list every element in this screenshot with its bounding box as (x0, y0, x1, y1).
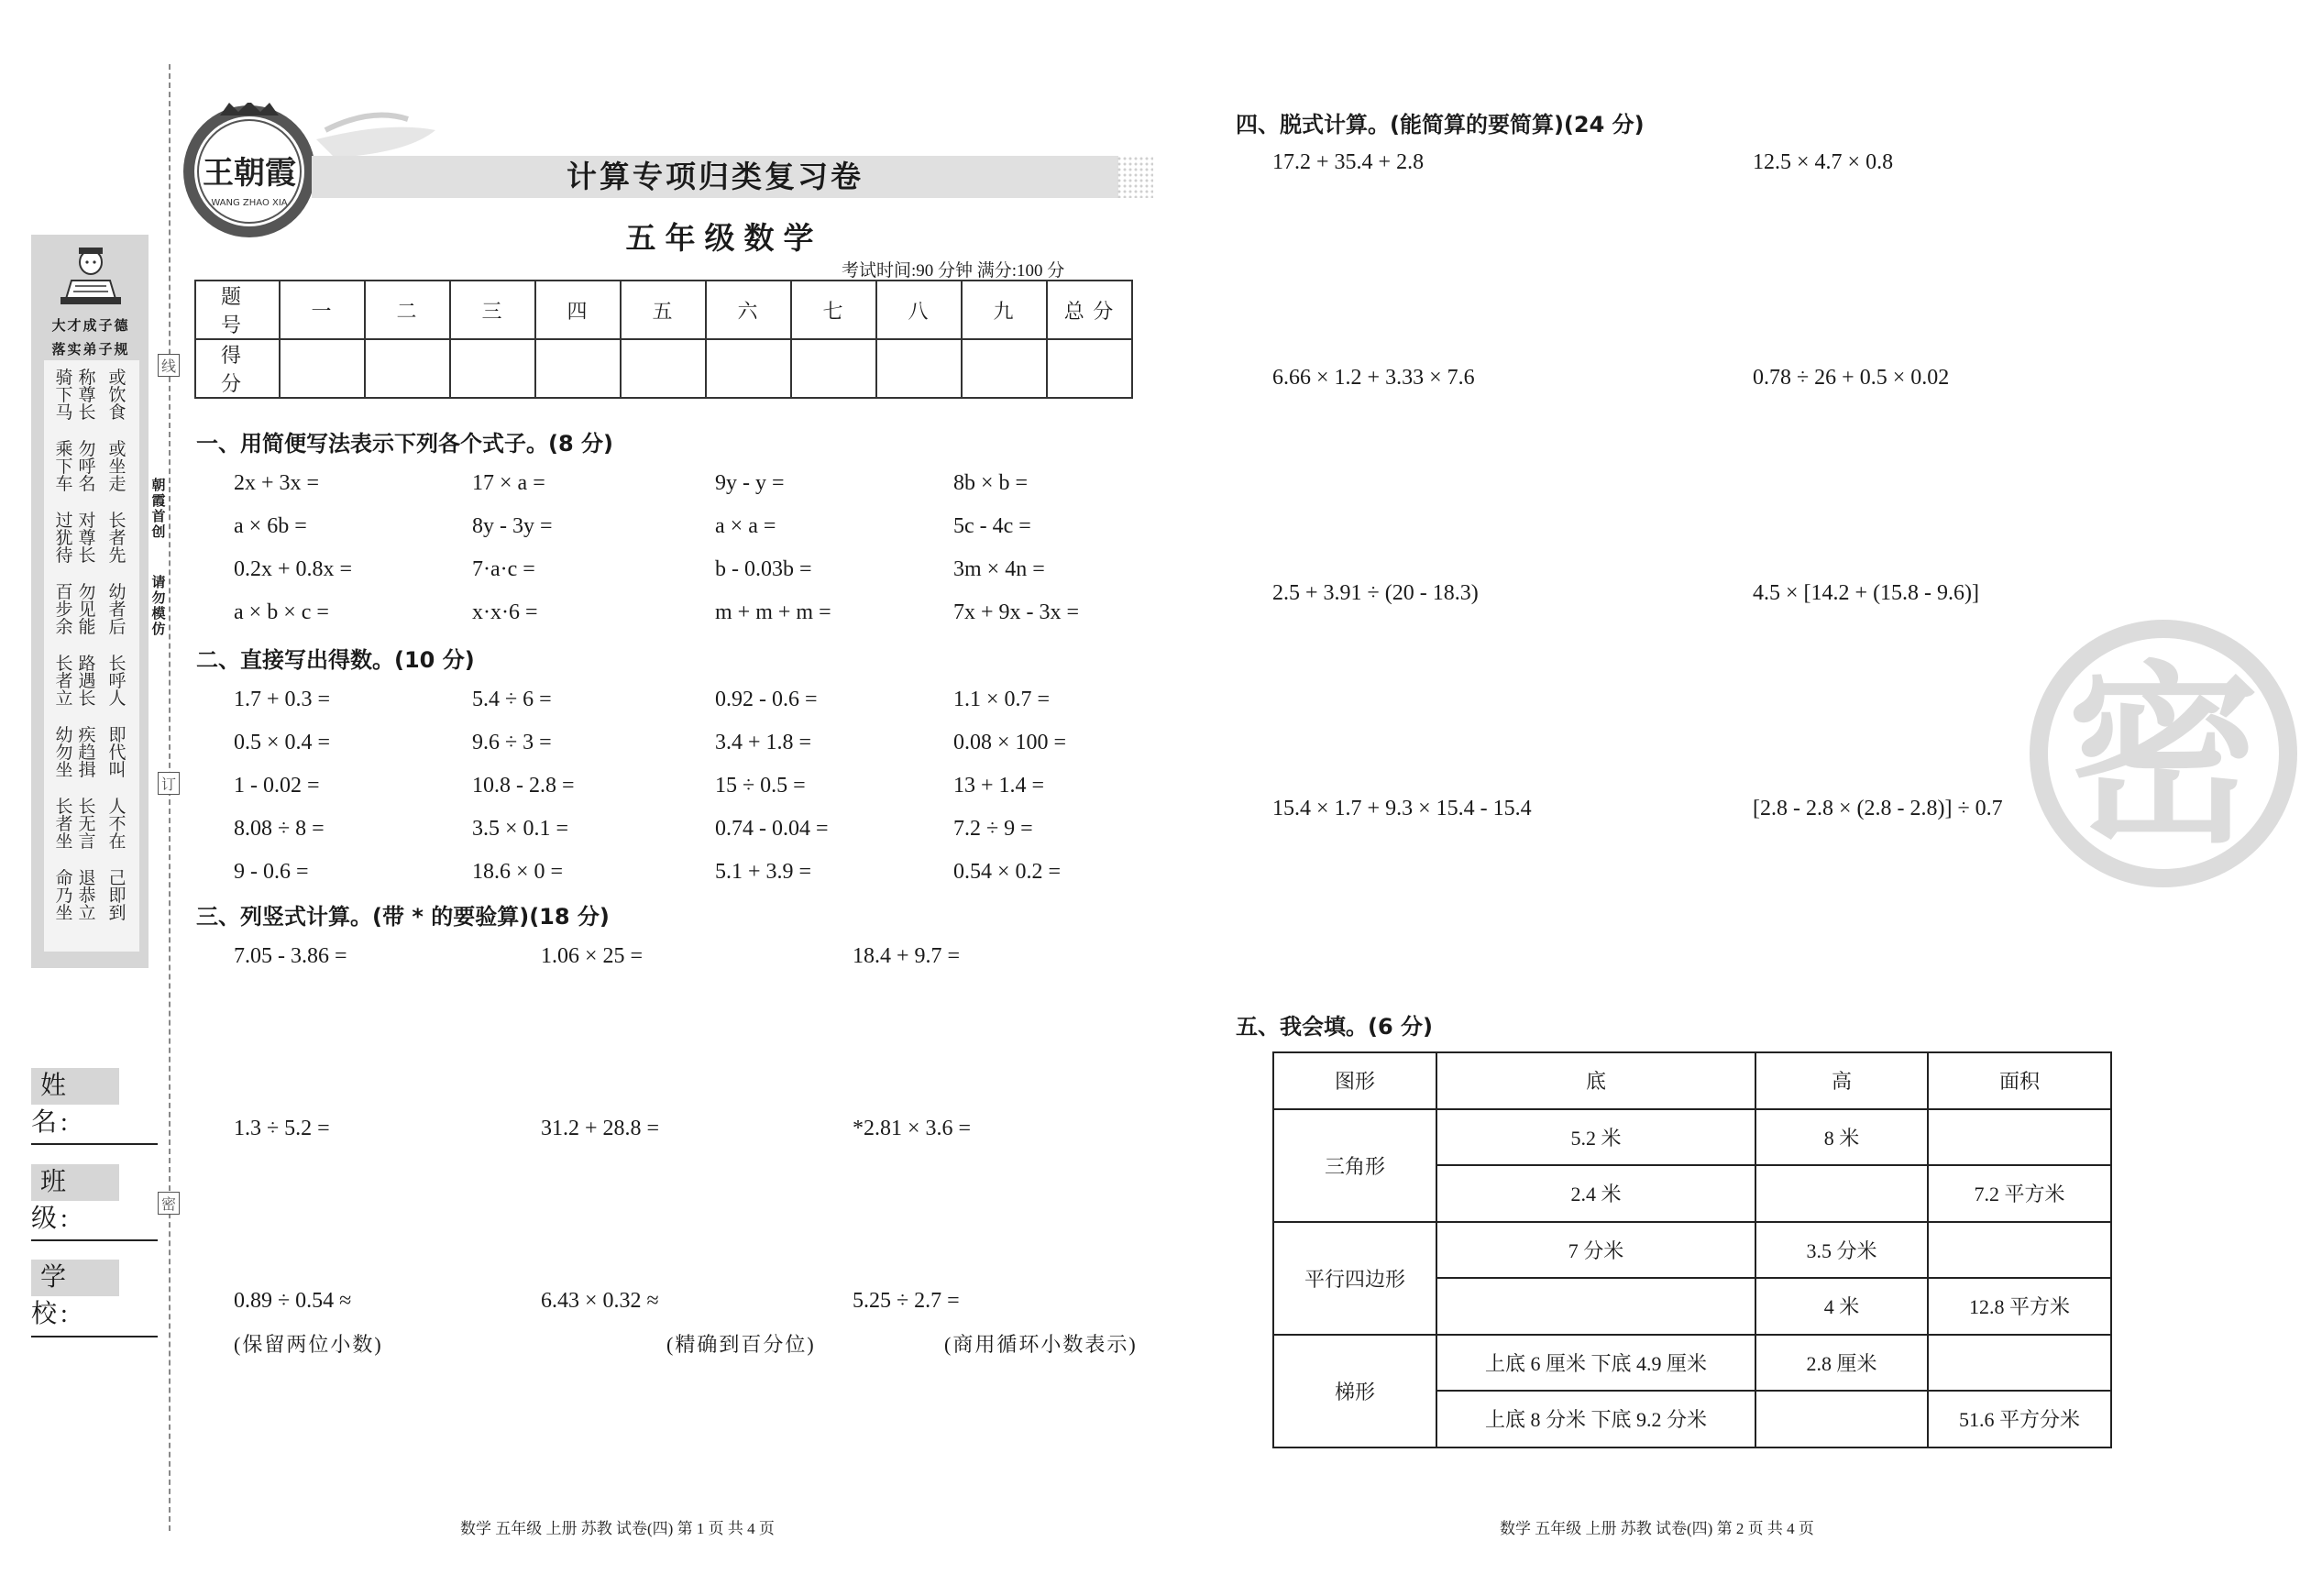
expression-item: 7·a·c = (472, 557, 535, 581)
motto-column: 长 者 先 (108, 512, 127, 566)
rounding-note: (精确到百分位) (666, 1333, 816, 1356)
motto-column: 称 尊 长 (78, 369, 96, 423)
shape-triangle: 三角形 (1273, 1109, 1436, 1222)
page-footer-1: 数学 五年级 上册 苏教 试卷(四) 第 1 页 共 4 页 (460, 1520, 775, 1537)
score-table-row (195, 281, 1132, 339)
motto-column: 己 即 到 (108, 869, 127, 923)
class-field[interactable] (31, 1239, 158, 1241)
vertical-calc-item: 0.89 ÷ 0.54 ≈ (234, 1289, 352, 1313)
expression-item: 7x + 9x - 3x = (953, 600, 1080, 624)
binding-char-xian: 线 (158, 354, 180, 377)
motto-column: 路 遇 长 (78, 655, 96, 709)
motto-line-2: 落实弟子规 (51, 343, 130, 358)
score-cell: 五 (621, 281, 706, 339)
section4-heading: 四、脱式计算。(能简算的要简算)(24 分) (1236, 112, 1645, 138)
base-cell[interactable]: 5.2 米 (1436, 1109, 1755, 1166)
mental-calc-item: 10.8 - 2.8 = (472, 774, 575, 798)
vertical-calc-item: 1.06 × 25 = (541, 944, 644, 968)
brand-name: 王朝霞 (203, 155, 296, 192)
stepwise-calc-item: 4.5 × [14.2 + (15.8 - 9.6)] (1753, 581, 1980, 605)
page-title: 计算专项归类复习卷 (567, 159, 864, 194)
section3-heading: 三、列竖式计算。(带 * 的要验算)(18 分) (196, 904, 610, 930)
vertical-calc-item: *2.81 × 3.6 = (853, 1117, 972, 1140)
score-input[interactable] (450, 339, 535, 398)
height-cell[interactable]: 4 米 (1755, 1278, 1928, 1335)
school-label: 学 校: (31, 1260, 119, 1296)
header-area: 面积 (1928, 1052, 2111, 1109)
stepwise-calc-item: 17.2 + 35.4 + 2.8 (1272, 150, 1425, 174)
mental-calc-item: 3.4 + 1.8 = (715, 731, 812, 754)
score-input[interactable] (876, 339, 962, 398)
binding-line (169, 64, 171, 1531)
expression-item: 9y - y = (715, 471, 785, 495)
motto-column: 长 者 坐 (55, 798, 73, 852)
motto-column: 对 尊 长 (78, 512, 96, 566)
motto-column: 乘 下 车 (55, 440, 73, 494)
expression-item: 8y - 3y = (472, 514, 553, 538)
vertical-calc-item: 31.2 + 28.8 = (541, 1117, 660, 1140)
expression-item: 8b × b = (953, 471, 1029, 495)
stepwise-calc-item: 15.4 × 1.7 + 9.3 × 15.4 - 15.4 (1272, 797, 1532, 820)
binding-note-1: 朝 霞 首 创 (151, 479, 166, 540)
name-field[interactable] (31, 1143, 158, 1145)
score-input[interactable] (706, 339, 791, 398)
mental-calc-item: 8.08 ÷ 8 = (234, 817, 325, 841)
motto-column: 长 呼 人 (108, 655, 127, 709)
mental-calc-item: 0.5 × 0.4 = (234, 731, 331, 754)
header-height: 高 (1755, 1052, 1928, 1109)
expression-item: 0.2x + 0.8x = (234, 557, 353, 581)
binding-char-ding: 订 (158, 772, 180, 795)
section1-heading: 一、用简便写法表示下列各个式子。(8 分) (196, 431, 613, 457)
motto-column: 退 恭 立 (78, 869, 96, 923)
section5-heading: 五、我会填。(6 分) (1236, 1014, 1433, 1040)
score-input[interactable] (962, 339, 1047, 398)
score-input[interactable] (535, 339, 621, 398)
mental-calc-item: 7.2 ÷ 9 = (953, 817, 1033, 841)
motto-column: 骑 下 马 (55, 369, 73, 423)
score-input[interactable] (280, 339, 365, 398)
score-cell: 总 分 (1047, 281, 1132, 339)
mental-calc-item: 3.5 × 0.1 = (472, 817, 569, 841)
mental-calc-item: 5.1 + 3.9 = (715, 860, 812, 884)
title-band-dots (1117, 156, 1153, 198)
stepwise-calc-item: 6.66 × 1.2 + 3.33 × 7.6 (1272, 366, 1475, 390)
expression-item: 2x + 3x = (234, 471, 320, 495)
mental-calc-item: 18.6 × 0 = (472, 860, 564, 884)
score-cell: 题 号 (195, 281, 280, 339)
mental-calc-item: 1.1 × 0.7 = (953, 688, 1051, 711)
mental-calc-item: 9 - 0.6 = (234, 860, 309, 884)
expression-item: a × a = (715, 514, 776, 538)
score-input[interactable] (365, 339, 450, 398)
expression-item: 5c - 4c = (953, 514, 1031, 538)
score-cell: 八 (876, 281, 962, 339)
area-cell[interactable]: 7.2 平方米 (1928, 1165, 2111, 1222)
score-cell: 四 (535, 281, 621, 339)
height-cell[interactable]: 3.5 分米 (1755, 1222, 1928, 1279)
base-cell[interactable]: 上底 8 分米 下底 9.2 分米 (1436, 1391, 1755, 1447)
confidential-watermark (2026, 616, 2300, 891)
school-field[interactable] (31, 1336, 158, 1337)
motto-column: 勿 见 能 (78, 583, 96, 637)
area-cell[interactable]: 12.8 平方米 (1928, 1278, 2111, 1335)
motto-column: 或 饮 食 (108, 369, 127, 423)
mental-calc-item: 0.54 × 0.2 = (953, 860, 1062, 884)
shape-trapezoid: 梯形 (1273, 1335, 1436, 1447)
name-label: 姓 名: (31, 1068, 119, 1105)
vertical-calc-item: 7.05 - 3.86 = (234, 944, 347, 968)
base-cell[interactable]: 上底 6 厘米 下底 4.9 厘米 (1436, 1335, 1755, 1392)
expression-item: 17 × a = (472, 471, 545, 495)
score-cell: 三 (450, 281, 535, 339)
score-input[interactable] (791, 339, 876, 398)
motto-line-1: 大才成子德 (51, 319, 130, 334)
expression-item: x·x·6 = (472, 600, 538, 624)
mental-calc-item: 0.74 - 0.04 = (715, 817, 829, 841)
vertical-calc-item: 5.25 ÷ 2.7 = (853, 1289, 960, 1313)
mental-calc-item: 5.4 ÷ 6 = (472, 688, 552, 711)
area-cell[interactable] (1928, 1222, 2111, 1279)
score-cell: 七 (791, 281, 876, 339)
score-input[interactable] (621, 339, 706, 398)
score-cell: 得 分 (195, 339, 280, 398)
motto-column: 即 代 叫 (108, 726, 127, 780)
motto-column: 百 步 余 (55, 583, 73, 637)
rounding-note: (保留两位小数) (234, 1333, 383, 1356)
fill-table-row (1273, 1335, 2111, 1392)
stepwise-calc-item: [2.8 - 2.8 × (2.8 - 2.8)] ÷ 0.7 (1753, 797, 2003, 820)
page-footer-2: 数学 五年级 上册 苏教 试卷(四) 第 2 页 共 4 页 (1500, 1520, 1814, 1537)
motto-column: 长 无 言 (78, 798, 96, 852)
subject-title: 五年级数学 (625, 220, 823, 256)
expression-item: m + m + m = (715, 600, 831, 624)
score-cell: 二 (365, 281, 450, 339)
mental-calc-item: 0.92 - 0.6 = (715, 688, 818, 711)
mental-calc-item: 1.7 + 0.3 = (234, 688, 331, 711)
motto-column: 勿 呼 名 (78, 440, 96, 494)
area-cell[interactable] (1928, 1335, 2111, 1392)
expression-item: a × b × c = (234, 600, 329, 624)
stepwise-calc-item: 12.5 × 4.7 × 0.8 (1753, 150, 1894, 174)
fill-table-row (1273, 1109, 2111, 1166)
fill-table-header (1273, 1052, 2111, 1109)
score-table-row (195, 339, 1132, 398)
expression-item: 3m × 4n = (953, 557, 1045, 581)
motto-column: 幼 者 后 (108, 583, 127, 637)
expression-item: b - 0.03b = (715, 557, 812, 581)
motto-column: 人 不 在 (108, 798, 127, 852)
fill-table (1272, 1051, 2112, 1448)
stepwise-calc-item: 0.78 ÷ 26 + 0.5 × 0.02 (1753, 366, 1950, 390)
motto-column: 长 者 立 (55, 655, 73, 709)
motto-column: 幼 勿 坐 (55, 726, 73, 780)
motto-column: 命 乃 坐 (55, 869, 73, 923)
mental-calc-item: 9.6 ÷ 3 = (472, 731, 552, 754)
height-cell[interactable] (1755, 1165, 1928, 1222)
rounding-note: (商用循环小数表示) (944, 1333, 1138, 1356)
stepwise-calc-item: 2.5 + 3.91 ÷ (20 - 18.3) (1272, 581, 1479, 605)
shape-parallelogram: 平行四边形 (1273, 1222, 1436, 1335)
vertical-calc-item: 1.3 ÷ 5.2 = (234, 1117, 330, 1140)
score-cell: 六 (706, 281, 791, 339)
height-cell[interactable]: 2.8 厘米 (1755, 1335, 1928, 1392)
scholar-illustration (51, 240, 130, 314)
area-cell[interactable] (1928, 1109, 2111, 1166)
binding-char-mi: 密 (158, 1192, 180, 1215)
watermark-char: 密 (2066, 644, 2261, 869)
expression-item: a × 6b = (234, 514, 307, 538)
vertical-calc-item: 6.43 × 0.32 ≈ (541, 1289, 659, 1313)
section2-heading: 二、直接写出得数。(10 分) (196, 647, 475, 673)
base-cell[interactable]: 2.4 米 (1436, 1165, 1755, 1222)
score-cell: 一 (280, 281, 365, 339)
mental-calc-item: 1 - 0.02 = (234, 774, 320, 798)
mental-calc-item: 13 + 1.4 = (953, 774, 1045, 798)
mental-calc-item: 0.08 × 100 = (953, 731, 1067, 754)
base-cell[interactable]: 7 分米 (1436, 1222, 1755, 1279)
motto-column: 疾 趋 揖 (78, 726, 96, 780)
score-table (194, 280, 1133, 399)
header-base: 底 (1436, 1052, 1755, 1109)
mental-calc-item: 15 ÷ 0.5 = (715, 774, 806, 798)
motto-column: 过 犹 待 (55, 512, 73, 566)
score-input[interactable] (1047, 339, 1132, 398)
height-cell[interactable] (1755, 1391, 1928, 1447)
height-cell[interactable]: 8 米 (1755, 1109, 1928, 1166)
exam-info: 考试时间:90 分钟 满分:100 分 (842, 261, 1065, 281)
class-label: 班 级: (31, 1164, 119, 1201)
fill-table-row (1273, 1222, 2111, 1279)
base-cell[interactable] (1436, 1278, 1755, 1335)
vertical-calc-item: 18.4 + 9.7 = (853, 944, 961, 968)
brand-pinyin: WANG ZHAO XIA (211, 198, 288, 208)
score-cell: 九 (962, 281, 1047, 339)
motto-column: 或 坐 走 (108, 440, 127, 494)
header-shape: 图形 (1273, 1052, 1436, 1109)
binding-note-2: 请 勿 模 仿 (151, 576, 166, 637)
area-cell[interactable]: 51.6 平方分米 (1928, 1391, 2111, 1447)
